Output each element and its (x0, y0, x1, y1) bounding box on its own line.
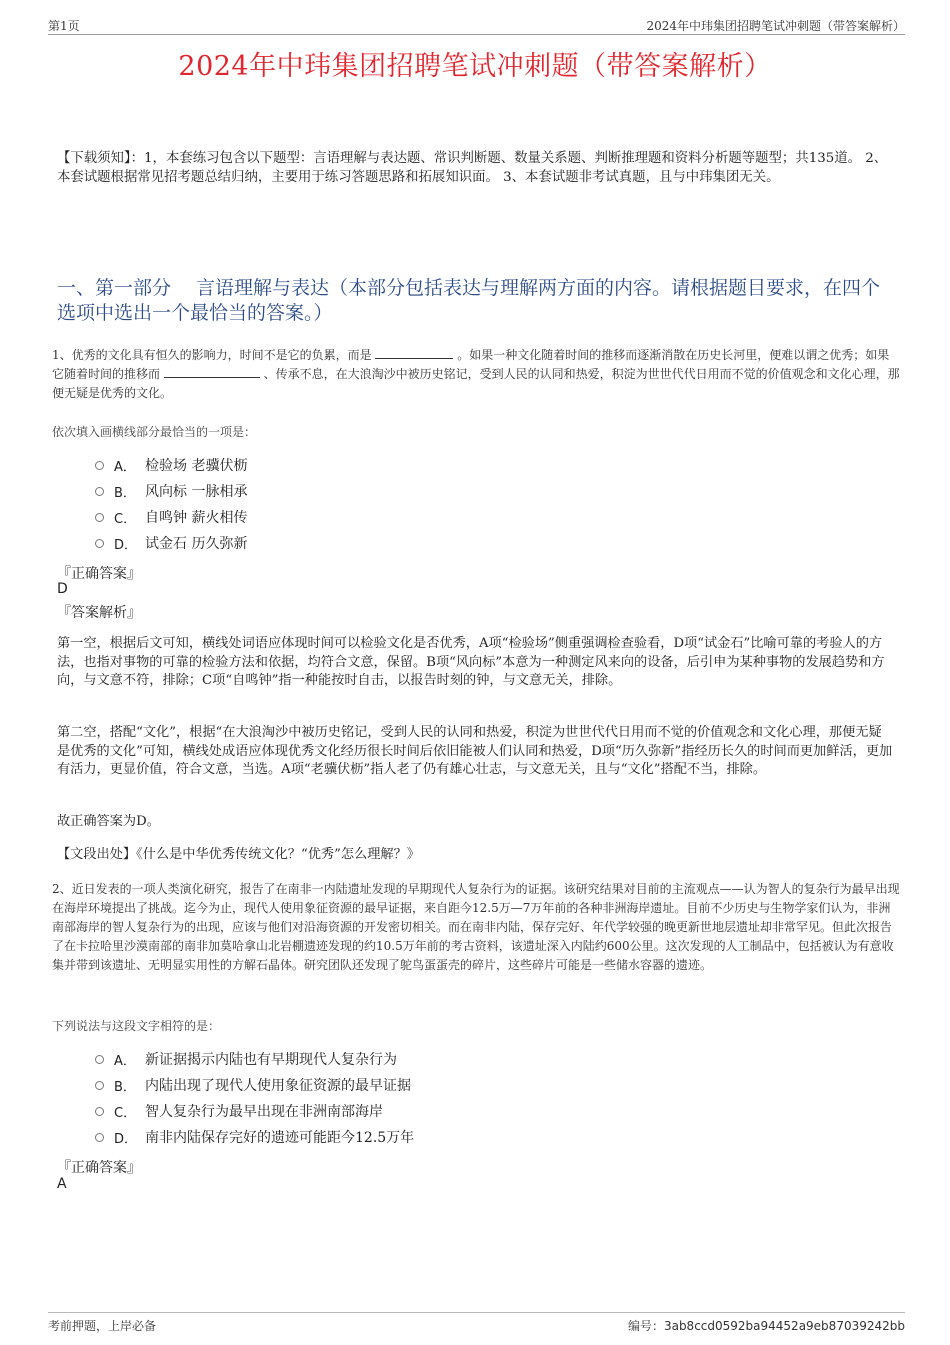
analysis-paragraph-3: 故正确答案为D。 (57, 814, 160, 829)
question-1-text-c: 、传承不息，在大浪淘沙中被历史铭记，受到人民的认同和热爱，积淀为世世代代日用而不觉的价值观念和文化心理，那便无疑是优秀的文化。 (52, 367, 900, 400)
footer-code: 编号：3ab8ccd0592ba94452a9eb87039242bb (627, 1319, 905, 1333)
option-d[interactable]: D． 试金石 历久弥新 (95, 530, 795, 556)
radio-icon[interactable] (95, 1081, 104, 1090)
option-c[interactable]: C． 自鸣钟 薪火相传 (95, 504, 795, 530)
question-2-options (95, 1046, 795, 1150)
radio-icon[interactable] (95, 1133, 104, 1142)
answer-label: 『正确答案』 (57, 1160, 141, 1176)
section-title: 一、第一部分 言语理解与表达（本部分包括表达与理解两方面的内容。请根据题目要求，在四个选项中选出一个最恰当的答案。） (57, 277, 881, 324)
question-1-stem (52, 346, 900, 403)
answer-value: A (57, 1176, 67, 1192)
question-1-instruction: 依次填入画横线部分最恰当的一项是： (52, 425, 257, 439)
answer-value: D (57, 581, 68, 597)
option-a[interactable]: A． 检验场 老骥伏枥 (95, 452, 795, 478)
radio-icon[interactable] (95, 1107, 104, 1116)
source-citation: 【文段出处】《什么是中华优秀传统文化？“优秀”怎么理解？》 (57, 847, 420, 862)
option-b[interactable]: B． 内陆出现了现代人使用象征资源的最早证据 (95, 1072, 795, 1098)
question-1-text-a: 1、优秀的文化具有恒久的影响力，时间不是它的负累，而是 (52, 348, 372, 362)
radio-icon[interactable] (95, 487, 104, 496)
question-2-stem: 2、近日发表的一项人类演化研究，报告了在南非一内陆遗址发现的早期现代人复杂行为的证据。该研究结果对目前的主流观点——认为智人的复杂行为最早出现在海岸环境提出了挑战。迄今为止，现代人使用象征资源的最早证据，来自距今12.5万—7万年前的各种非洲海岸遗址。目前不少历史与生物学家们认为，非洲南部海岸的智人复杂行为的出现，应该与他们对沿海资源的开发密切相关。而在南非内陆，保存完好、年代学较强的晚更新世地层遗址却非常罕见。但此次报告了在卡拉哈里沙漠南部的南非加莫哈拿山北岩棚遗迹发现的约10.5万年前的考古资料，该遗址深入内陆约600公里。这次发现的人工制品中，包括被认为有意收集并带到该遗址、无明显实用性的方解石晶体。研究团队还发现了鸵鸟蛋蛋壳的碎片，这些碎片可能是一些储水容器的遗迹。 (52, 882, 900, 972)
header-doc-title: 2024年中玮集团招聘笔试冲刺题（带答案解析） (646, 19, 905, 33)
option-c[interactable]: C． 智人复杂行为最早出现在非洲南部海岸 (95, 1098, 795, 1124)
blank-1 (375, 346, 453, 359)
question-2-instruction: 下列说法与这段文字相符的是： (52, 1019, 221, 1033)
analysis-paragraph-2: 第二空，搭配“文化”，根据“在大浪淘沙中被历史铭记，受到人民的认同和热爱，积淀为世世代代日用而不觉的价值观念和文化心理，那便无疑是优秀的文化”可知，横线处成语应体现优秀文化经历很长时间后依旧能被人们认同和热爱，D项“历久弥新”指经历长久的时间而更加鲜活，更加有活力，更显价值，符合文意，当选。A项“老骥伏枥”指人老了仍有雄心壮志，与文意无关，且与“文化”搭配不当，排除。 (57, 725, 893, 777)
option-d[interactable]: D． 南非内陆保存完好的遗迹可能距今12.5万年 (95, 1124, 795, 1150)
radio-icon[interactable] (95, 539, 104, 548)
question-1-text-b: 。如果一种文化随着时间的推移而逐渐消散在历史长河里，便难以谓之优秀；如果它随着时间的推移而 (52, 348, 890, 381)
page-title: 2024年中玮集团招聘笔试冲刺题（带答案解析） (178, 51, 772, 82)
blank-2 (164, 365, 260, 378)
analysis-paragraph-1: 第一空，根据后文可知，横线处词语应体现时间可以检验文化是否优秀，A项“检验场”侧重强调检查验看，D项“试金石”比喻可靠的考验人的方法，也指对事物的可靠的检验方法和依据，均符合文意，保留。B项“风向标”本意为一种测定风来向的设备，后引申为某种事物的发展趋势和方向，与文意不符，排除；C项“自鸣钟”指一种能按时自击，以报告时刻的钟，与文意无关，排除。 (57, 636, 885, 688)
page-number: 第1页 (48, 19, 80, 33)
radio-icon[interactable] (95, 461, 104, 470)
page-header (48, 14, 905, 35)
footer-slogan: 考前押题，上岸必备 (48, 1319, 157, 1333)
page-footer (48, 1312, 905, 1335)
answer-label: 『正确答案』 (57, 566, 141, 582)
download-notice: 【下载须知】：1，本套练习包含以下题型：言语理解与表达题、常识判断题、数量关系题、判断推理题和资料分析题等题型；共135道。 2、本套试题根据常见招考题总结归纳，主要用于练习答题思路和拓展知识面。 3、本套试题非考试真题，且与中玮集团无关。 (57, 151, 888, 185)
radio-icon[interactable] (95, 513, 104, 522)
option-b[interactable]: B． 风向标 一脉相承 (95, 478, 795, 504)
radio-icon[interactable] (95, 1055, 104, 1064)
analysis-label: 『答案解析』 (57, 605, 141, 621)
question-1-options (95, 452, 795, 556)
option-a[interactable]: A． 新证据揭示内陆也有早期现代人复杂行为 (95, 1046, 795, 1072)
